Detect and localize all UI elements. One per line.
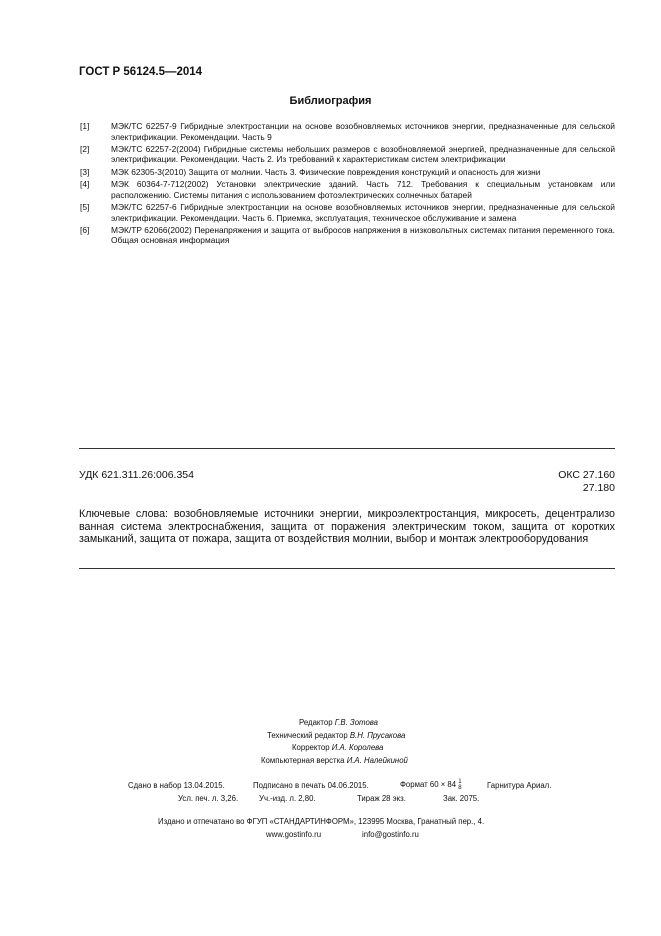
bibliography-item	[80, 144, 615, 165]
bibliography-item-text: МЭК/ТС 62257-6 Гибридные электростанции на основе возобновляемых источников энергии, предназначенные для сельской электрификации. Рекомендации. Часть 6. Приемка, эксплуатация, техническое обслуживание и замена	[111, 201, 615, 223]
format-prefix: Формат 60 × 84	[400, 780, 457, 790]
keywords-line: Ключевые слова: возобновляемые источники энергии, микроэлектростанция, микросеть, децентрализо	[79, 508, 615, 520]
credit-value: Г.В. Зотова	[334, 718, 379, 727]
keywords-paragraph	[79, 508, 615, 546]
keywords-line: замыканий, защита от пожара, защита от воздействия молнии, выбор и монтаж электрооборудования	[79, 533, 589, 546]
credit-label: Компьютерная верстка	[261, 756, 345, 765]
format-fraction-denominator: 8	[458, 785, 462, 791]
oks-codes	[558, 469, 615, 494]
bibliography-title: Библиография	[289, 95, 372, 107]
publisher-email-link[interactable]: info@gostinfo.ru	[362, 830, 419, 839]
bibliography-item	[80, 121, 615, 142]
credit-layout	[261, 756, 408, 765]
bibliography-item-text: МЭК/ТС 62257-2(2004) Гибридные системы небольших размеров с возобновляемой энергией, предназначенные для сельской электрификации. Рекомендации. Часть 2. Из требований к характеристикам систем электрификации	[111, 143, 615, 165]
credit-value: И.А. Налейкиной	[346, 756, 408, 765]
credit-label: Редактор	[299, 718, 333, 727]
imprint-format	[400, 779, 462, 791]
bibliography-item-text: МЭК 62305-3(2010) Защита от молнии. Часть 3. Физические повреждения конструкций и опасность для жизни	[111, 166, 541, 177]
credit-value: И.А. Королева	[331, 743, 384, 752]
credit-tech-editor	[267, 731, 405, 740]
bibliography-item-number: [4]	[80, 179, 90, 190]
bibliography-item	[80, 225, 615, 246]
imprint-print-sheets: Усл. печ. л. 3,26.	[178, 794, 239, 803]
divider-bottom	[79, 568, 615, 569]
credit-label: Технический редактор	[267, 731, 348, 740]
udk-code: УДК 621.311.26:006.354	[79, 469, 194, 481]
oks-code-secondary: 27.180	[582, 481, 615, 494]
bibliography-item	[80, 167, 615, 178]
bibliography-item	[80, 179, 615, 200]
oks-code-primary: ОКС 27.160	[558, 469, 615, 481]
imprint-publisher: Издано и отпечатано во ФГУП «СТАНДАРТИНФОРМ», 123995 Москва, Гранатный пер., 4.	[158, 817, 485, 826]
bibliography-item-text: МЭК/TP 62066(2002) Перенапряжения и защита от выбросов напряжения в низковольтных системах питания переменного тока. Общая основная информация	[111, 224, 615, 246]
bibliography-item-text: МЭК/ТС 62257-9 Гибридные электростанции на основе возобновляемых источников энергии, предназначенные для сельской электрификации. Рекомендации. Часть 9	[111, 121, 615, 142]
bibliography-item-text: МЭК 60364-7-712(2002) Установки электрические зданий. Часть 712. Требования к специальным установкам или расположению. Системы питания с использованием фотоэлектрических солнечных батарей	[111, 179, 615, 200]
credit-corrector	[292, 743, 383, 752]
imprint-print-run: Тираж 28 экз.	[357, 794, 406, 803]
publisher-website-link[interactable]: www.gostinfo.ru	[266, 830, 322, 839]
format-fraction	[458, 779, 461, 791]
keywords-line: ванная система электроснабжения, защита от поражения электрическим током, защита от коротких	[79, 520, 615, 533]
bibliography-item-number: [6]	[80, 224, 90, 235]
divider-top	[79, 448, 615, 449]
bibliography-item-number: [3]	[80, 166, 90, 177]
imprint-signed-date: Подписано в печать 04.06.2015.	[253, 781, 369, 790]
imprint-font: Гарнитура Ариал.	[487, 781, 552, 790]
bibliography-item-number: [5]	[80, 201, 90, 212]
imprint-order-number: Зак. 2075.	[443, 794, 480, 803]
format-fraction-numerator: 1	[458, 779, 462, 785]
credit-value: В.Н. Прусакова	[349, 731, 406, 740]
bibliography-item-number: [2]	[80, 143, 90, 154]
imprint-typeset-date: Сдано в набор 13.04.2015.	[128, 781, 225, 790]
imprint-publication-sheets: Уч.-изд. л. 2,80.	[259, 794, 316, 803]
credit-editor	[299, 718, 378, 727]
bibliography-item	[80, 202, 615, 223]
document-id: ГОСТ Р 56124.5—2014	[79, 66, 203, 78]
credit-label: Корректор	[292, 743, 330, 752]
bibliography-item-number: [1]	[80, 121, 90, 131]
bibliography-list	[80, 121, 615, 248]
